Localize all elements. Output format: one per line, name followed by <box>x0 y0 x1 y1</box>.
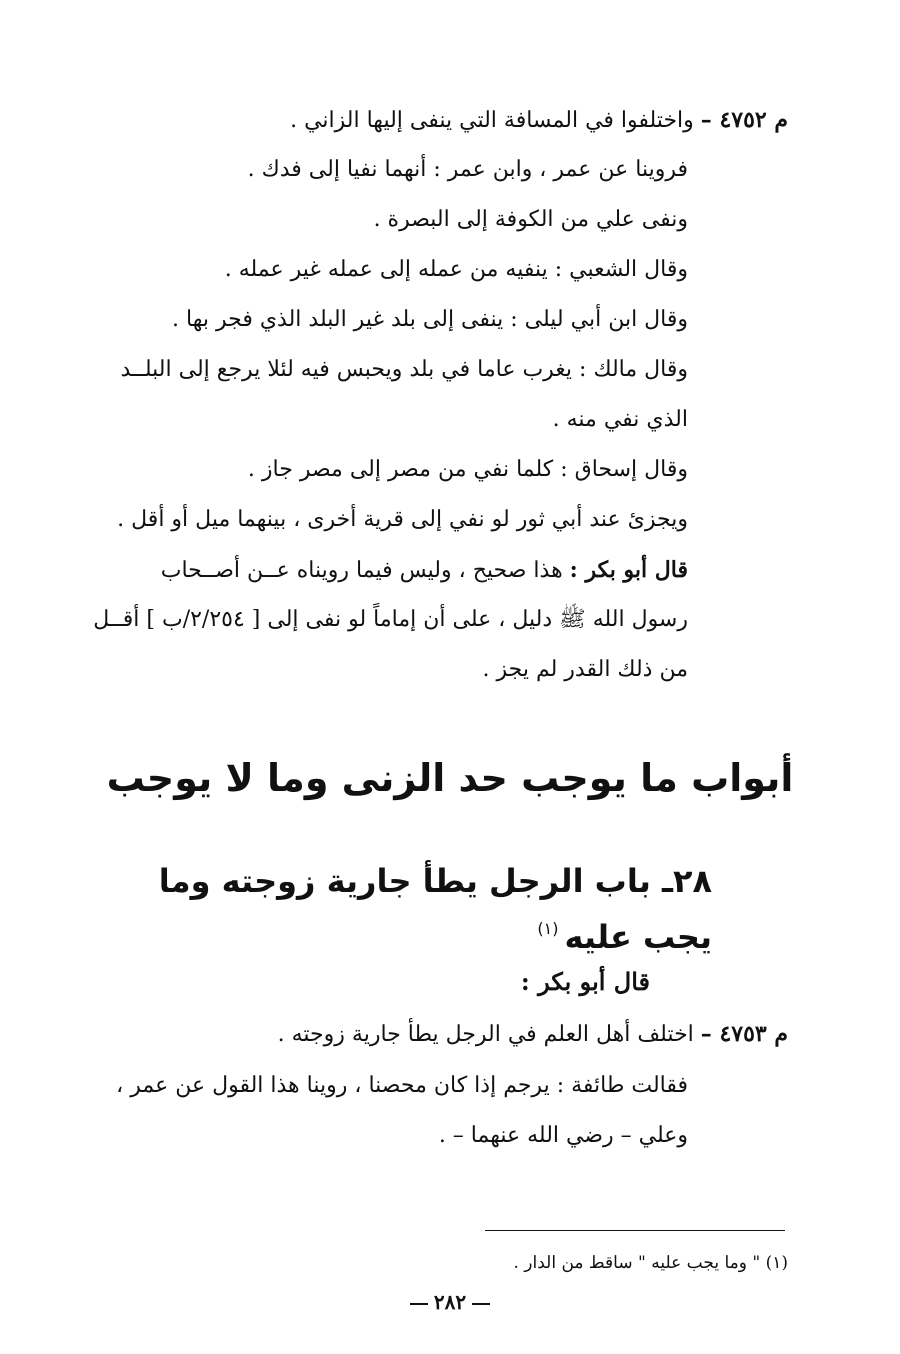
chapter-title-text: ٢٨ـ باب الرجل يطأ جارية زوجته وما يجب عليه <box>158 862 712 956</box>
footnote-ref: (١) <box>537 919 559 938</box>
line-text: وقال ابن أبي ليلى : ينفى إلى بلد غير البلد الذي فجر بها . <box>172 307 688 332</box>
text-line-14 <box>0 1014 788 1055</box>
speaker-label: قال أبو بكر : <box>520 967 650 996</box>
section-title: أبواب ما يوجب حد الزنى وما لا يوجب <box>106 756 794 800</box>
issue-number: م ٤٧٥٢ – <box>700 107 788 133</box>
text-line-5 <box>0 300 688 340</box>
text-line-11 <box>0 600 688 640</box>
line-text: فروينا عن عمر ، وابن عمر : أنهما نفيا إلى فدك . <box>247 157 688 182</box>
line-text: من ذلك القدر لم يجز . <box>482 657 688 682</box>
text-line-7 <box>0 400 688 440</box>
line-text: وعلي – رضي الله عنهما – . <box>438 1123 688 1148</box>
line-text: رسول الله ﷺ دليل ، على أن إماماً لو نفى إلى [ ٢/٢٥٤/ب ] أقــل <box>93 607 688 632</box>
text-line-9 <box>0 500 688 540</box>
text-line-16 <box>0 1116 688 1156</box>
page-number-text: ٢٨٢ <box>433 1290 467 1314</box>
line-text: ويجزئ عند أبي ثور لو نفي إلى قرية أخرى ، بينهما ميل أو أقل . <box>117 507 688 532</box>
dash-right <box>410 1303 428 1305</box>
text-line-1 <box>0 100 788 141</box>
text-line-10 <box>0 550 688 591</box>
line-text: اختلف أهل العلم في الرجل يطأ جارية زوجته . <box>277 1022 701 1047</box>
text-line-2 <box>0 150 688 190</box>
speaker-label: قال أبو بكر : <box>569 557 688 583</box>
line-text: فقالت طائفة : يرجم إذا كان محصنا ، روينا هذا القول عن عمر ، <box>116 1073 688 1098</box>
line-text: وقال مالك : يغرب عاما في بلد ويحبس فيه لئلا يرجع إلى البلــد <box>120 357 688 382</box>
footnote: (١) " وما يجب عليه " ساقط من الدار . <box>513 1253 788 1273</box>
line-text: واختلفوا في المسافة التي ينفى إليها الزاني . <box>290 108 701 133</box>
line-text: الذي نفي منه . <box>552 407 688 432</box>
line-text: ونفى علي من الكوفة إلى البصرة . <box>373 207 688 232</box>
text-line-12 <box>0 650 688 690</box>
line-text: وقال الشعبي : ينفيه من عمله إلى عمله غير عمله . <box>224 257 688 282</box>
text-line-4 <box>0 250 688 290</box>
text-line-6 <box>0 350 688 390</box>
text-line-8 <box>0 450 688 490</box>
chapter-title <box>92 857 712 961</box>
line-text: هذا صحيح ، وليس فيما رويناه عــن أصــحاب <box>160 558 570 583</box>
issue-number: م ٤٧٥٣ – <box>700 1021 788 1047</box>
text-line-15 <box>0 1066 688 1106</box>
text-line-13 <box>0 962 650 1002</box>
dash-left <box>472 1303 490 1305</box>
page-number <box>0 1290 900 1314</box>
text-line-3 <box>0 200 688 240</box>
footnote-divider <box>485 1230 785 1231</box>
line-text: وقال إسحاق : كلما نفي من مصر إلى مصر جاز . <box>247 457 688 482</box>
